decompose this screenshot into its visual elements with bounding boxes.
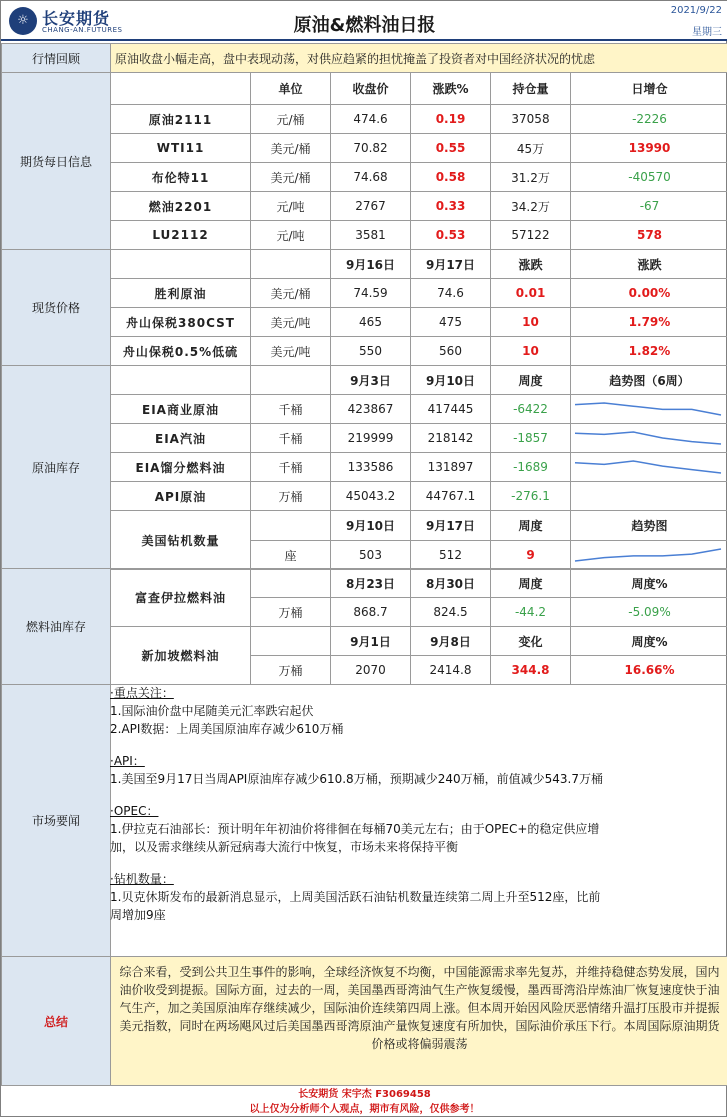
report-title: 原油&燃料油日报	[1, 11, 727, 37]
spot-header-pct: 涨跌	[571, 250, 727, 279]
rig-header-date2: 9月17日	[411, 511, 491, 541]
futures-table	[1, 72, 727, 250]
unit-cell: 千桶	[251, 424, 331, 453]
week-change-cell: -276.1	[491, 482, 571, 511]
unit-cell: 元/桶	[251, 105, 331, 134]
inv-header-trend: 趋势图（6周）	[571, 366, 727, 395]
contract-name: 布伦特11	[111, 163, 251, 192]
inventory-name: EIA馏分燃料油	[111, 453, 251, 482]
report-weekday: 星期三	[692, 23, 722, 38]
header-close: 收盘价	[331, 73, 411, 105]
news-line: 加，以及需求继续从新冠病毒大流行中恢复，市场未来将保持平衡	[110, 838, 722, 856]
fuel-inventory-label: 燃料油库存	[2, 569, 111, 685]
singapore-header-date1: 9月1日	[331, 627, 411, 656]
summary-label: 总结	[2, 957, 111, 1086]
news-line: 周增加9座	[110, 906, 722, 924]
news-line: 2.API数据：上周美国原油库存减少610万桶	[110, 720, 722, 738]
review-label: 行情回顾	[2, 44, 111, 73]
table-row	[2, 221, 727, 250]
crude-inventory-label: 原油库存	[2, 366, 111, 570]
unit-cell: 美元/桶	[251, 163, 331, 192]
sparkline-chart	[573, 427, 723, 449]
news-line: 1.国际油价盘中尾随美元汇率跌宕起伏	[110, 702, 722, 720]
week-change-cell: 344.8	[491, 656, 571, 685]
inventory-name: EIA汽油	[111, 424, 251, 453]
fujairah-name: 富查伊拉燃料油	[111, 569, 251, 627]
table-row	[2, 337, 727, 366]
value-cell: 475	[411, 308, 491, 337]
risk-disclaimer: 以上仅为分析师个人观点，期市有风险，仅供参考！	[1, 1102, 727, 1117]
table-row	[2, 105, 727, 134]
summary-text: 综合来看，受到公共卫生事件的影响，全球经济恢复不均衡，中国能源需求率先复苏，并维持稳健态势发展，国内油价收受到提振。国际方面，过去的一周，美国墨西哥湾油气生产恢复缓慢，墨西哥湾沿岸炼油厂恢复速度快于油气生产，加之美国原油库存继续减少，国际油价连续第四周上涨。但本周开始因风险厌恶情绪升温打压股市并提振美元指数，同时在两场飓风过后美国墨西哥湾原油产量恢复速度有所加快，国际油价承压下行。本周国际原油期货价格或将偏弱震荡	[111, 957, 727, 1086]
sparkline-cell	[571, 453, 727, 482]
table-row	[2, 308, 727, 337]
contract-name: 原油2111	[111, 105, 251, 134]
close-cell: 74.68	[331, 163, 411, 192]
week-change-cell: -1689	[491, 453, 571, 482]
header-change: 涨跌%	[411, 73, 491, 105]
inv-header-date1: 9月3日	[331, 366, 411, 395]
spot-name: 舟山保税380CST	[111, 308, 251, 337]
daily-cell: -2226	[571, 105, 727, 134]
news-heading: ·OPEC：	[110, 802, 722, 820]
news-content	[110, 684, 722, 924]
value-cell: 503	[331, 541, 411, 570]
fujairah-header-date2: 8月30日	[411, 569, 491, 598]
inv-header-week: 周度	[491, 366, 571, 395]
change-cell: 0.55	[411, 134, 491, 163]
daily-cell: -40570	[571, 163, 727, 192]
spot-name: 胜利原油	[111, 279, 251, 308]
analyst-credit: 长安期货 宋宇杰 F3069458	[1, 1087, 727, 1102]
spot-label: 现货价格	[2, 250, 111, 366]
close-cell: 474.6	[331, 105, 411, 134]
unit-cell: 美元/桶	[251, 279, 331, 308]
pct-cell: 1.82%	[571, 337, 727, 366]
value-cell: 74.59	[331, 279, 411, 308]
sparkline-series	[575, 461, 721, 473]
unit-cell: 美元/吨	[251, 308, 331, 337]
contract-name: WTI11	[111, 134, 251, 163]
close-cell: 3581	[331, 221, 411, 250]
oi-cell: 45万	[491, 134, 571, 163]
unit-cell: 美元/吨	[251, 337, 331, 366]
week-change-cell: -6422	[491, 395, 571, 424]
unit-cell: 千桶	[251, 395, 331, 424]
inventory-name: EIA商业原油	[111, 395, 251, 424]
unit-cell: 万桶	[251, 598, 331, 627]
news-line: 1.伊拉克石油部长：预计明年年初油价将徘徊在每桶70美元左右；由于OPEC+的稳定供应增	[110, 820, 722, 838]
table-row	[2, 453, 727, 482]
sparkline-chart	[573, 398, 723, 420]
sparkline-cell	[571, 541, 727, 570]
table-row	[2, 395, 727, 424]
review-table	[1, 43, 727, 73]
futures-label: 期货每日信息	[2, 73, 111, 250]
unit-cell: 元/吨	[251, 192, 331, 221]
sparkline-chart	[573, 544, 723, 566]
change-cell: 0.01	[491, 279, 571, 308]
oi-cell: 31.2万	[491, 163, 571, 192]
sparkline-series	[575, 403, 721, 415]
unit-cell: 万桶	[251, 482, 331, 511]
logo-subtext: CHANG-AN.FUTURES	[42, 26, 123, 34]
sparkline-series	[575, 432, 721, 444]
spot-name: 舟山保税0.5%低硫	[111, 337, 251, 366]
rig-header-trend: 趋势图	[571, 511, 727, 541]
unit-cell: 元/吨	[251, 221, 331, 250]
close-cell: 70.82	[331, 134, 411, 163]
unit-cell: 万桶	[251, 656, 331, 685]
value-cell: 218142	[411, 424, 491, 453]
fujairah-header-pct: 周度%	[571, 569, 727, 598]
change-cell: 10	[491, 308, 571, 337]
value-cell: 2070	[331, 656, 411, 685]
unit-cell: 座	[251, 541, 331, 570]
oi-cell: 57122	[491, 221, 571, 250]
value-cell: 74.6	[411, 279, 491, 308]
sparkline-cell	[571, 395, 727, 424]
report-header	[1, 1, 727, 41]
sparkline-series	[575, 549, 721, 561]
close-cell: 2767	[331, 192, 411, 221]
week-change-cell: -1857	[491, 424, 571, 453]
daily-cell: 13990	[571, 134, 727, 163]
spot-table	[1, 249, 727, 366]
value-cell: 45043.2	[331, 482, 411, 511]
value-cell: 560	[411, 337, 491, 366]
news-line: 1.美国至9月17日当周API原油库存减少610.8万桶，预期减少240万桶，前值减少543.7万桶	[110, 770, 722, 788]
review-text: 原油收盘小幅走高，盘中表现动荡，对供应趋紧的担忧掩盖了投资者对中国经济状况的忧虑	[111, 44, 727, 73]
value-cell: 417445	[411, 395, 491, 424]
fuel-inventory-table	[1, 568, 727, 685]
inventory-name: API原油	[111, 482, 251, 511]
week-change-cell: 9	[491, 541, 571, 570]
rig-count-name: 美国钻机数量	[111, 511, 251, 570]
spot-header-date1: 9月16日	[331, 250, 411, 279]
week-pct-cell: -5.09%	[571, 598, 727, 627]
value-cell: 131897	[411, 453, 491, 482]
fujairah-header-week: 周度	[491, 569, 571, 598]
week-pct-cell: 16.66%	[571, 656, 727, 685]
news-line: 1.贝克休斯发布的最新消息显示，上周美国活跃石油钻机数量连续第二周上升至512座，比前	[110, 888, 722, 906]
news-heading: ·钻机数量：	[110, 870, 722, 888]
crude-inventory-table	[1, 365, 727, 570]
change-cell: 0.19	[411, 105, 491, 134]
unit-cell: 千桶	[251, 453, 331, 482]
singapore-name: 新加坡燃料油	[111, 627, 251, 685]
sparkline-cell	[571, 424, 727, 453]
week-change-cell: -44.2	[491, 598, 571, 627]
header-oi: 持仓量	[491, 73, 571, 105]
value-cell: 512	[411, 541, 491, 570]
spot-header-change: 涨跌	[491, 250, 571, 279]
spot-header-date2: 9月17日	[411, 250, 491, 279]
daily-cell: 578	[571, 221, 727, 250]
value-cell: 133586	[331, 453, 411, 482]
header-unit: 单位	[251, 73, 331, 105]
report-footer	[1, 1085, 727, 1118]
table-row	[2, 424, 727, 453]
table-row	[2, 163, 727, 192]
singapore-header-change: 变化	[491, 627, 571, 656]
news-label: 市场要闻	[2, 685, 111, 957]
news-heading: ·重点关注：	[110, 684, 722, 702]
pct-cell: 0.00%	[571, 279, 727, 308]
value-cell: 44767.1	[411, 482, 491, 511]
value-cell: 2414.8	[411, 656, 491, 685]
change-cell: 0.53	[411, 221, 491, 250]
oi-cell: 34.2万	[491, 192, 571, 221]
singapore-header-pct: 周度%	[571, 627, 727, 656]
summary-table	[1, 956, 727, 1086]
change-cell: 10	[491, 337, 571, 366]
header-daily: 日增仓	[571, 73, 727, 105]
value-cell: 465	[331, 308, 411, 337]
daily-cell: -67	[571, 192, 727, 221]
value-cell: 824.5	[411, 598, 491, 627]
rig-header-date1: 9月10日	[331, 511, 411, 541]
change-cell: 0.58	[411, 163, 491, 192]
value-cell: 219999	[331, 424, 411, 453]
oi-cell: 37058	[491, 105, 571, 134]
singapore-header-date2: 9月8日	[411, 627, 491, 656]
inv-header-date2: 9月10日	[411, 366, 491, 395]
rig-header-week: 周度	[491, 511, 571, 541]
value-cell: 868.7	[331, 598, 411, 627]
pct-cell: 1.79%	[571, 308, 727, 337]
contract-name: LU2112	[111, 221, 251, 250]
news-heading: ·API：	[110, 752, 722, 770]
value-cell: 423867	[331, 395, 411, 424]
sparkline-chart	[573, 456, 723, 478]
table-row	[2, 134, 727, 163]
report-date: 2021/9/22	[671, 5, 722, 16]
fujairah-header-date1: 8月23日	[331, 569, 411, 598]
table-row	[2, 482, 727, 511]
logo-text: 长安期货	[42, 6, 110, 29]
table-row	[2, 279, 727, 308]
table-row	[2, 192, 727, 221]
unit-cell: 美元/桶	[251, 134, 331, 163]
value-cell: 550	[331, 337, 411, 366]
change-cell: 0.33	[411, 192, 491, 221]
contract-name: 燃油2201	[111, 192, 251, 221]
logo-icon: ☼	[9, 7, 37, 35]
